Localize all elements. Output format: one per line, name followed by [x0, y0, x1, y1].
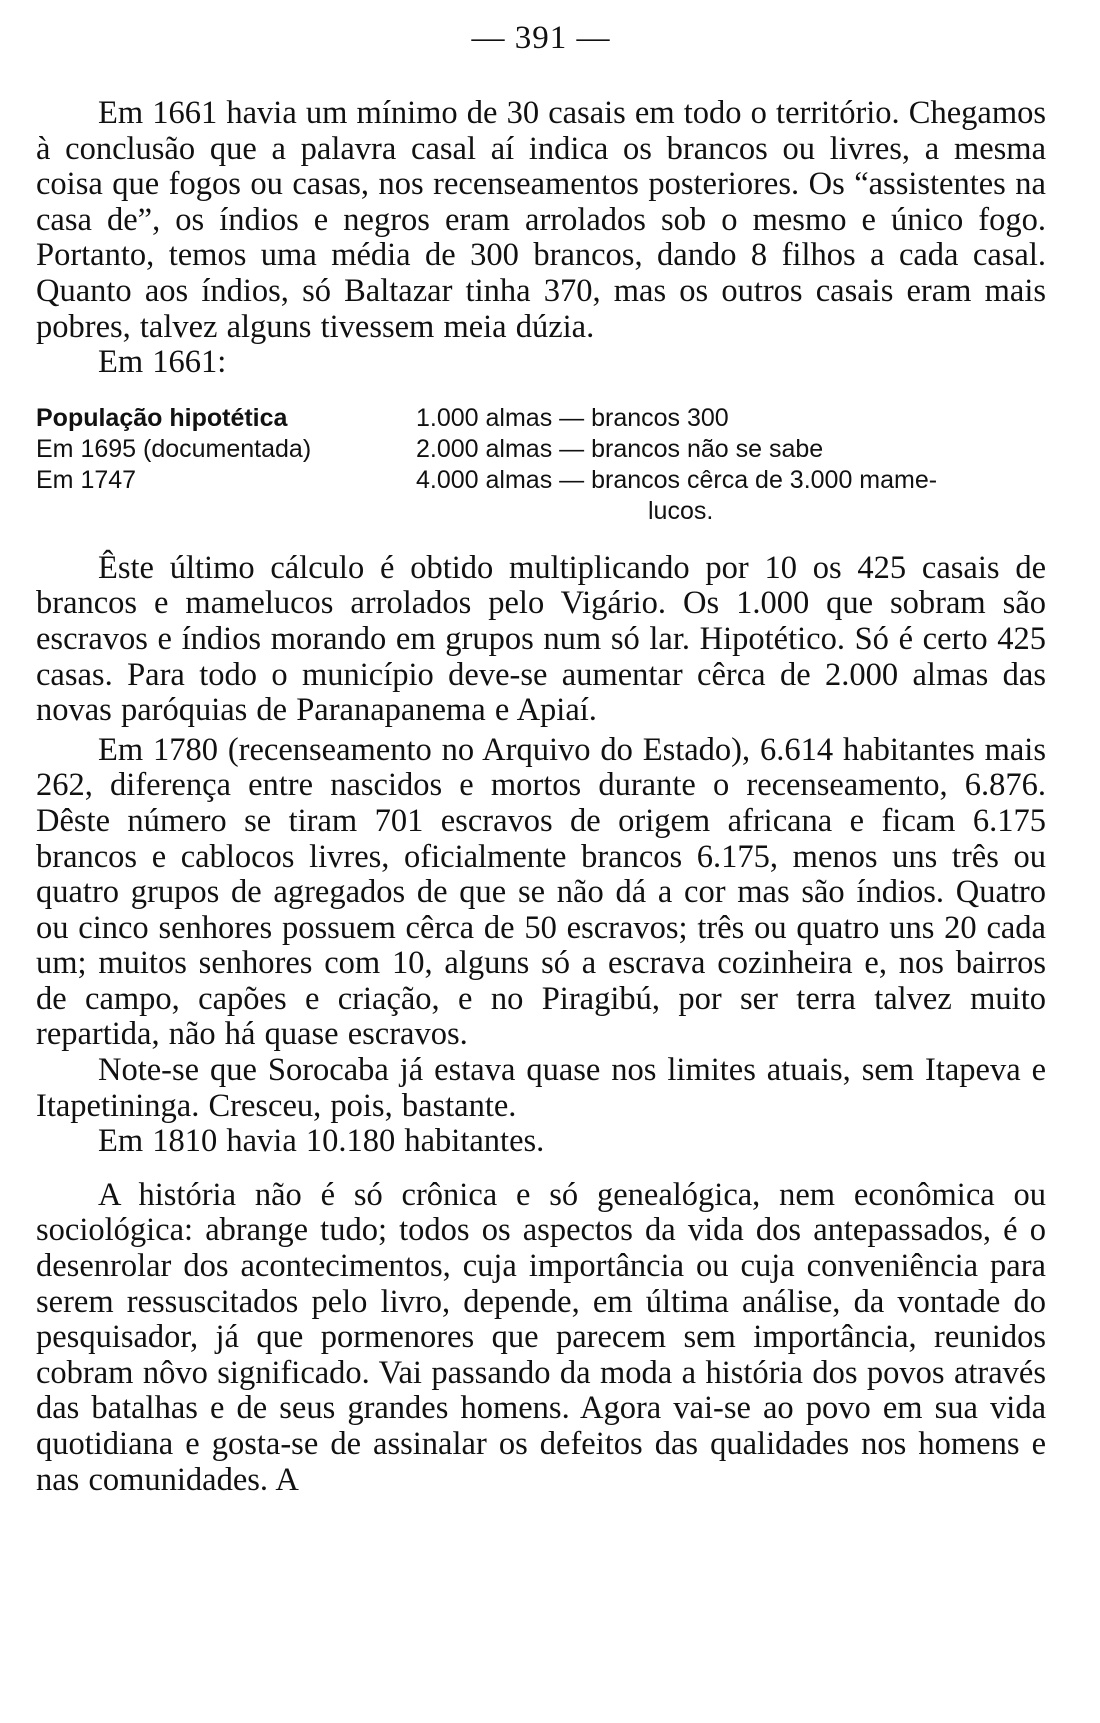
document-page	[36, 18, 1046, 1498]
paragraph-sorocaba-limites: Note-se que Sorocaba já estava quase nos limites atuais, sem Itapeva e Itapetininga. Cresceu, pois, bastante.	[36, 1052, 1046, 1124]
paragraph-historia: A história não é só crônica e só genealógica, nem econômica ou sociológica: abrange tudo; todos os aspectos da vida dos antepassados, é o desenrolar dos acontecimentos, cuja importância ou cuja conveniência para serem ressuscitados pelo livro, depende, em última análise, da vontade do pesquisador, já que pormenores que parecem sem importância, reunidos cobram nôvo significado. Vai passando da moda a história dos povos através das batalhas e de seus grandes homens. Agora vai-se ao povo em sua vida quotidiana e gosta-se de assinalar os defeitos das qualidades nos homens e nas comunidades. A	[36, 1176, 1046, 1498]
table-row-label: População hipotética	[36, 403, 288, 432]
population-table	[36, 403, 1046, 527]
table-row-value: 2.000 almas — brancos não se sabe	[416, 434, 824, 463]
paragraph-1810-habitantes: Em 1810 havia 10.180 habitantes.	[98, 1123, 545, 1160]
paragraph-em-1661: Em 1661:	[98, 344, 227, 381]
paragraph-1661-casais: Em 1661 havia um mínimo de 30 casais em todo o território. Chegamos à conclusão que a palavra casal aí indica os brancos ou livres, a mesma coisa que fogos ou casas, nos recenseamentos posteriores. Os “assistentes na casa de”, os índios e negros eram arrolados sob o mesmo e único fogo. Portanto, temos uma média de 300 brancos, dando 8 filhos a cada casal. Quanto aos índios, só Baltazar tinha 370, mas os outros casais eram mais pobres, talvez alguns tivessem meia dúzia.	[36, 95, 1047, 345]
table-row	[36, 434, 1046, 465]
table-row	[36, 403, 1046, 434]
table-row-label: Em 1695 (documentada)	[36, 434, 312, 463]
paragraph-ultimo-calculo: Êste último cálculo é obtido multiplicando por 10 os 425 casais de brancos e mamelucos arrolados pelo Vigário. Os 1.000 que sobram são escravos e índios morando em grupos num só lar. Hipotético. Só é certo 425 casas. Para todo o município deve-se aumentar cêrca de 2.000 almas das novas paróquias de Paranapanema e Apiaí.	[36, 549, 1046, 729]
page-number: — 391 —	[471, 20, 611, 56]
table-row	[36, 465, 1046, 527]
table-row-label: Em 1747	[36, 465, 137, 494]
table-row-value-continuation: lucos.	[648, 496, 714, 525]
table-row-value: 4.000 almas — brancos cêrca de 3.000 mame-	[416, 465, 938, 494]
paragraph-1780-recenseamento: Em 1780 (recenseamento no Arquivo do Estado), 6.614 habitantes mais 262, diferença entre nascidos e mortos durante o recenseamento, 6.876. Dêste número se tiram 701 escravos de origem africana e ficam 6.175 brancos e cablocos livres, oficialmente brancos 6.175, menos uns três ou quatro grupos de agregados de que se não dá a cor mas são índios. Quatro ou cinco senhores possuem cêrca de 50 escravos; três ou quatro uns 20 cada um; muitos senhores com 10, alguns só a escrava cozinheira e, nos bairros de campo, capões e criação, e no Piragibú, por ser terra talvez muito repartida, não há quase escravos.	[36, 731, 1046, 1053]
table-row-value: 1.000 almas — brancos 300	[416, 403, 729, 432]
